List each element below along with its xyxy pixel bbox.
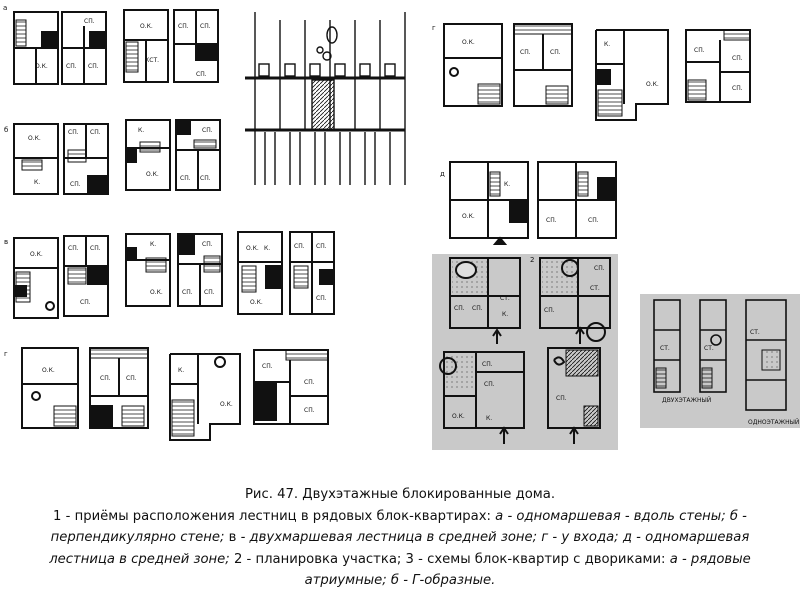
row-label-v: в [4,238,9,246]
shaded-block [42,32,56,46]
svg-text:О.К.: О.К. [140,23,153,30]
svg-text:СП.: СП. [546,217,557,224]
row-label-b: б [4,126,9,134]
svg-text:СП.: СП. [484,381,495,388]
svg-text:О.К.: О.К. [28,135,41,142]
courtyard-schemes-panel [432,254,618,450]
svg-text:СП.: СП. [180,175,191,182]
svg-text:СП.: СП. [262,363,273,370]
svg-text:СТ.: СТ. [590,285,600,292]
hatched-unit [312,80,334,130]
group-row-g [4,348,328,440]
figure-caption [0,484,800,592]
group-top-right-g [432,24,750,120]
svg-text:СП.: СП. [482,361,493,368]
svg-text:О.К.: О.К. [462,39,475,46]
group-site-plan [245,12,405,185]
svg-text:СП.: СП. [80,299,91,306]
svg-text:К.: К. [604,41,611,48]
svg-text:СП.: СП. [66,63,77,70]
svg-text:СП.: СП. [88,63,99,70]
caption-line-3: лестница в средней зоне; 2 - планировка участка; 3 - схемы блок-квартир с двориками: а - рядовые [49,551,751,567]
svg-text:О.К.: О.К. [462,213,475,220]
svg-text:СП.: СП. [84,18,95,25]
group-row-b [4,120,220,194]
svg-text:СП.: СП. [732,55,743,62]
svg-text:О.К.: О.К. [146,171,159,178]
svg-text:СП.: СП. [520,49,531,56]
caption-line-4: атриумные; б - Г-образные. [304,573,496,588]
svg-text:О.К.: О.К. [150,289,163,296]
svg-text:СП.: СП. [70,181,81,188]
svg-text:К.: К. [502,311,509,318]
svg-text:СП.: СП. [126,375,137,382]
svg-text:СП.: СП. [90,129,101,136]
svg-text:СП.: СП. [556,395,567,402]
group-row-v [4,232,334,318]
svg-text:СП.: СП. [202,241,213,248]
two-storey-label: ДВУХЭТАЖНЫЙ [662,397,712,404]
svg-text:СП.: СП. [588,217,599,224]
svg-text:О.К.: О.К. [646,81,659,88]
svg-text:СП.: СП. [304,407,315,414]
room-label: О.К. [35,63,48,70]
svg-text:КСТ.: КСТ. [145,57,160,64]
svg-text:СП.: СП. [732,85,743,92]
svg-text:СП.: СП. [182,289,193,296]
svg-text:СП.: СП. [68,245,79,252]
row-label-g: г [4,350,8,358]
group-row-a [3,4,218,84]
svg-text:СП.: СП. [594,265,605,272]
svg-text:К.: К. [486,415,493,422]
svg-text:СП.: СП. [202,127,213,134]
svg-text:СП.: СП. [100,375,111,382]
svg-text:О.К.: О.К. [250,299,263,306]
svg-text:К.: К. [34,179,41,186]
svg-text:К.: К. [504,181,511,188]
svg-text:К.: К. [264,245,271,252]
svg-text:О.К.: О.К. [42,367,55,374]
svg-text:СП.: СП. [68,129,79,136]
svg-text:К.: К. [178,367,185,374]
row-label-a: а [3,4,8,12]
one-two-storey-panel [640,294,800,428]
svg-text:СП.: СП. [90,245,101,252]
svg-text:СТ.: СТ. [500,295,510,302]
svg-text:СП.: СП. [316,295,327,302]
svg-text:г: г [432,24,436,32]
svg-text:СТ.: СТ. [750,329,760,336]
svg-text:СП.: СП. [472,305,483,312]
svg-text:СП.: СП. [544,307,555,314]
one-storey-label: ОДНОЭТАЖНЫЙ [748,419,800,426]
svg-text:СП.: СП. [316,243,327,250]
svg-text:СП.: СП. [196,71,207,78]
caption-title: Рис. 47. Двухэтажные блокированные дома. [244,487,556,502]
svg-text:СП.: СП. [550,49,561,56]
svg-text:СП.: СП. [304,379,315,386]
svg-text:К.: К. [150,241,157,248]
svg-text:СТ.: СТ. [704,345,714,352]
svg-text:2: 2 [530,256,535,264]
stair-symbol [16,20,26,46]
svg-text:СП.: СП. [294,243,305,250]
svg-text:СП.: СП. [204,289,215,296]
svg-text:СП.: СП. [200,23,211,30]
svg-text:СП.: СП. [694,47,705,54]
svg-text:СП.: СП. [178,23,189,30]
group-d [440,162,616,244]
svg-text:СП.: СП. [454,305,465,312]
svg-text:СТ.: СТ. [660,345,670,352]
svg-text:О.К.: О.К. [30,251,43,258]
svg-text:К.: К. [138,127,145,134]
svg-text:О.К.: О.К. [246,245,259,252]
svg-text:СП.: СП. [200,175,211,182]
caption-line-1: 1 - приёмы расположения лестниц в рядовых блок-квартирах: а - одномаршевая - вдоль стены; б - [53,508,747,524]
caption-line-2: перпендикулярно стене; в - двухмаршевая лестница в средней зоне; г - у входа; д - одномаршевая [50,530,750,545]
svg-text:О.К.: О.К. [452,413,465,420]
svg-text:О.К.: О.К. [220,401,233,408]
row-label-d: д [440,170,445,178]
